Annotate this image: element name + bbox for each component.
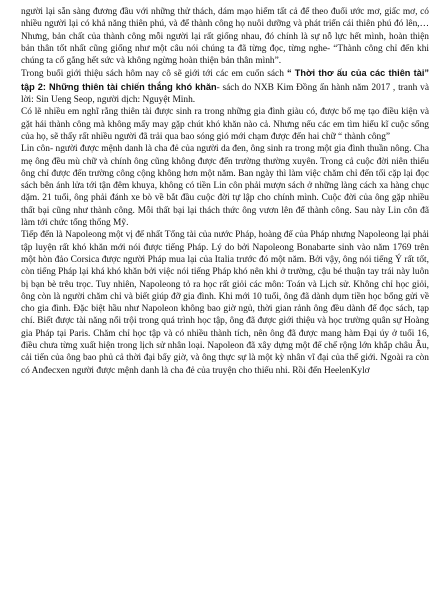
paragraph-book-intro <box>21 67 429 106</box>
document-page <box>21 6 429 377</box>
book-title: “ Thời thơ ấu của các thiên tài” tập 2: Những thiên tài chiến thắng khó khăn <box>21 68 429 92</box>
paragraph-geniuses: Có lẽ nhiều em nghĩ rằng thiên tài được sinh ra trong những gia đình giàu có, được bố mẹ tạo điều kiện và gặt hái thành công mà không mấy may gặp chút khó khăn nào cả. Nhưng nếu các em tìm hiểu kĩ cuộc sống của họ, sẽ thấy rất nhiều người đã trải qua bao sóng gió mới chạm được đến hai chữ “ thành công” <box>21 107 429 142</box>
paragraph-success: người lại sẵn sàng đương đầu với những thử thách, dám mạo hiểm tất cả để theo đuổi ước mơ, giấc mơ, có nhiều người lại có khả năng thiên phú, và để thành công họ nuôi dưỡng và phát triển cái thiên phú đó lên,…Nhưng, bản chất của thành công mỗi người lại rất giống nhau, đó chính là sự nỗ lực hết mình, hoàn thiện bản thân tốt nhất cũng giống như một câu nói chúng ta đã từng đọc, từng nghe- “Thành công chỉ đến khi chúng ta cố gắng hết sức và không ngừng hoàn thiện bản thân mình”. <box>21 7 429 67</box>
book-intro-lead: Trong buổi giới thiệu sách hôm nay cô sẽ giới tới các em cuốn sách <box>21 69 287 80</box>
paragraph-lincoln: Lin côn- người được mệnh danh là cha đẻ của người da đen, ông sinh ra trong một gia đình thuần nông. Cha mẹ ông đều mù chữ và chính ông cũng không được đến trường thường xuyên. Trong cả cuộc đời niên thiếu ông chỉ được đến trường công cộng không hơn một năm. Ban ngày thì làm việc chăm chỉ đến tối cặp lại đọc sách bên ánh lửa tới tận đêm khuya, không có tiền Lin côn phải mượn sách ở những làng cách xa hàng chục dặm. 21 tuổi, ông phải đánh xe bò về bắt đầu cuộc đời tự lập cho chính mình. Cuộc đời của ông gặp nhiều thất bại cũng như thành công. Mỗi thất bại lại thách thức ông vươn lên để thành công. Sau này Lin côn đã làm tới chức tổng thống Mỹ. <box>21 144 429 229</box>
paragraph-napoleon: Tiếp đến là Napoleong một vị đế nhất Tổng tài của nước Pháp, hoàng đế của Pháp nhưng Napoleong lại phải tập luyện rất khó khăn mới nói được tiếng Pháp. Lý do bởi Napoleong Bonabarte sinh vào năm 1769 trên một hòn đảo Corsica được người Pháp mua lại của Italia trước đó một năm. Bởi vậy, ông nói tiếng Ý rất tốt, còn tiếng Pháp lại khá khó khăn bởi việc nói tiếng Pháp khó nên khi ở trường, cậu bé thuận tay trái này luôn bị bạn bè trêu trọc. Tuy nhiên, Napoleong tỏ ra học rất giỏi các môn: Toán và Lịch sử. Không chỉ học giỏi, ông còn là người chăm chỉ và biết giúp đỡ gia đình. Khi mới 10 tuổi, ông đã dành dụm tiền học bổng gửi về cho gia đình. Đặc biệt hầu như Napoleon không bao giờ ngủ, thời gian rảnh ông đều dành để đọc sách, tạp chí. Biết được tài năng nổi trội trong quá trình học tập, ông đã được giới thiệu và học trường quân sự Hoàng gia Pháp tại Paris. Chăm chỉ học tập và có nhiều thành tích, nên ông đã được mang hàm Đại úy ở tuổi 16, điều chưa từng xuất hiện trong lịch sử nhân loại. Napoleon đã xây dựng một đế chế rộng lớn khắp châu Âu, cải tiến của ông bao phủ cả thời đại bấy giờ, và ông thực sự là một kỳ nhân vĩ đại của thế giới. Ngoài ra còn có Anđecxen người được mệnh danh là cha đẻ của truyện cho thiếu nhi. Rồi đến HeelenKylơ <box>21 230 430 376</box>
book-publisher-info: - sách do NXB Kim Đồng ấn hành năm 2017 , tranh và lời: Sin Ueng Seop, người dịch: Nguyệt Minh. <box>21 82 429 106</box>
